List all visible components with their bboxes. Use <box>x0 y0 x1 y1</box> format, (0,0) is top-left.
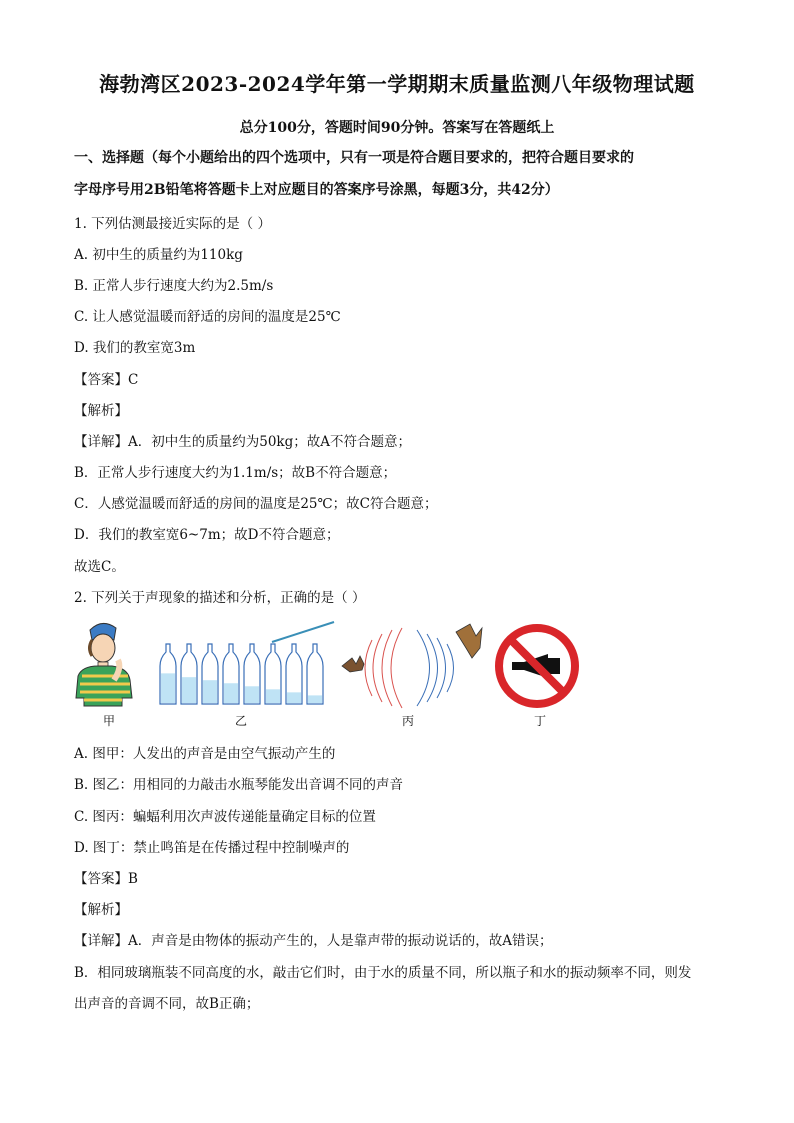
figure-label-jia: 甲 <box>103 714 116 728</box>
q1-detail-a: 【详解】A．初中生的质量约为50kg；故A不符合题意； <box>74 434 411 450</box>
q2-figure-illustrations <box>72 618 592 730</box>
q1-answer: 【答案】C <box>74 372 139 388</box>
figure-label-ding: 丁 <box>534 714 547 728</box>
q1-detail-c: C．人感觉温暖而舒适的房间的温度是25℃；故C符合题意； <box>74 496 438 512</box>
page-subtitle: 总分100分，答题时间90分钟。答案写在答题纸上 <box>239 120 555 136</box>
bottle-water <box>287 692 301 703</box>
bottle-water <box>308 695 322 703</box>
q2-analysis-label: 【解析】 <box>74 902 128 918</box>
bottle-water <box>161 673 175 703</box>
q1-option-d: D. 我们的教室宽3m <box>74 340 196 356</box>
no-honking-sign-icon <box>499 628 575 704</box>
mallet-stick <box>272 622 334 642</box>
q2-option-a: A. 图甲：人发出的声音是由空气振动产生的 <box>74 746 336 762</box>
q2-detail-b-line2: 出声音的音调不同，故B正确； <box>74 996 260 1012</box>
figure-water-bottles <box>160 644 323 704</box>
page-title: 海勃湾区2023-2024学年第一学期期末质量监测八年级物理试题 <box>99 72 695 96</box>
q2-stem: 2. 下列关于声现象的描述和分析，正确的是（ ） <box>74 590 366 606</box>
section-heading-line1: 一、选择题（每个小题给出的四个选项中，只有一项是符合题目要求的，把符合题目要求的 <box>74 150 634 166</box>
figure-label-bing: 丙 <box>402 714 415 728</box>
q1-option-b: B. 正常人步行速度大约为2.5m/s <box>74 278 274 294</box>
q1-detail-d: D．我们的教室宽6~7m；故D不符合题意； <box>74 527 340 543</box>
q2-option-d: D. 图丁：禁止鸣笛是在传播过程中控制噪声的 <box>74 840 350 856</box>
q2-figure <box>72 618 592 730</box>
bottle-water <box>224 683 238 703</box>
q2-answer: 【答案】B <box>74 871 138 887</box>
q1-option-a: A. 初中生的质量约为110kg <box>74 247 243 263</box>
bottle-outline <box>307 644 323 704</box>
q1-detail-b: B．正常人步行速度大约为1.1m/s；故B不符合题意； <box>74 465 397 481</box>
figure-bat-echolocation <box>342 624 482 708</box>
q1-stem: 1. 下列估测最接近实际的是（ ） <box>74 216 271 232</box>
q1-analysis-label: 【解析】 <box>74 403 128 419</box>
figure-label-yi: 乙 <box>235 714 248 728</box>
q2-detail-b-line1: B．相同玻璃瓶装不同高度的水，敲击它们时，由于水的质量不同，所以瓶子和水的振动频率不同，则发 <box>74 965 692 981</box>
q1-conclusion: 故选C。 <box>74 559 125 575</box>
bottle-water <box>182 677 196 703</box>
figure-person-speaking <box>76 623 132 706</box>
q2-detail-a: 【详解】A．声音是由物体的振动产生的，人是靠声带的振动说话的，故A错误； <box>74 933 553 949</box>
section-heading-line2: 字母序号用2B铅笔将答题卡上对应题目的答案序号涂黑，每题3分，共42分） <box>74 182 559 198</box>
bottle-water <box>203 680 217 703</box>
q2-option-b: B. 图乙：用相同的力敲击水瓶琴能发出音调不同的声音 <box>74 777 404 793</box>
q1-option-c: C. 让人感觉温暖而舒适的房间的温度是25℃ <box>74 309 341 325</box>
q2-option-c: C. 图丙：蝙蝠利用次声波传递能量确定目标的位置 <box>74 809 376 825</box>
bottle-water <box>266 689 280 703</box>
bottle-water <box>245 686 259 703</box>
